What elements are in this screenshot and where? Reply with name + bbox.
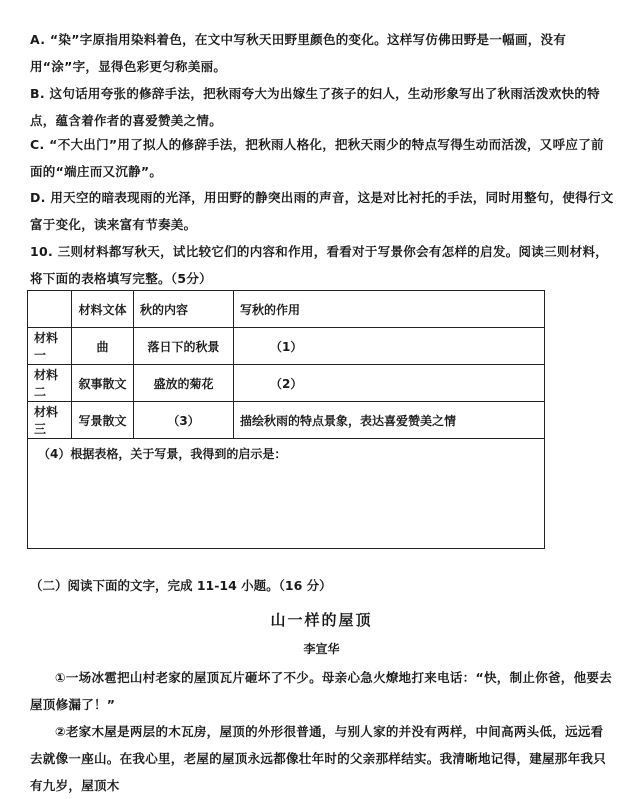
hint-label: （4）根据表格，关于写景，我得到的启示是： bbox=[38, 447, 287, 461]
article-paragraph-1: ①一场冰雹把山村老家的屋顶瓦片砸坏了不少。母亲心急火燎地打来电话：“快，制止你爸，他要去屋顶修漏了！” bbox=[30, 670, 613, 712]
material-comparison-table bbox=[27, 290, 545, 439]
table-cell: 盛放的菊花 bbox=[134, 365, 234, 402]
article-author: 李宣华 bbox=[303, 642, 340, 656]
table-cell: 曲 bbox=[72, 328, 134, 365]
option-b: B. 这句话用夸张的修辞手法，把秋雨夸大为出嫁生了孩子的妇人，生动形象写出了秋雨活泼欢快的特点，蕴含着作者的喜爱赞美之情。 bbox=[30, 86, 600, 128]
table-header-cell: 写秋的作用 bbox=[234, 291, 545, 328]
answer-blank-2[interactable]: （2） bbox=[234, 365, 545, 402]
option-d: D. 用天空的暗表现雨的光泽，用田野的静突出雨的声音，这是对比衬托的手法，同时用整句，使得行文富于变化，读来富有节奏美。 bbox=[30, 190, 614, 232]
table-cell: 描绘秋雨的特点景象，表达喜爱赞美之情 bbox=[234, 402, 545, 439]
table-cell: 材料三 bbox=[28, 402, 72, 439]
answer-blank-3[interactable]: （3） bbox=[134, 402, 234, 439]
answer-blank-1[interactable]: （1） bbox=[234, 328, 545, 365]
section-heading: （二）阅读下面的文字，完成 11-14 小题。（16 分） bbox=[30, 578, 332, 593]
option-c: C. “不大出门”用了拟人的修辞手法，把秋雨人格化，把秋天雨少的特点写得生动而活泼，又呼应了前面的“端庄而又沉静”。 bbox=[30, 137, 604, 179]
table-header-cell: 秋的内容 bbox=[134, 291, 234, 328]
table-cell: 材料二 bbox=[28, 365, 72, 402]
table-row bbox=[28, 402, 545, 439]
table-row bbox=[28, 328, 545, 365]
question-10-prompt: 10. 三则材料都写秋天，试比较它们的内容和作用，看看对于写景你会有怎样的启发。阅读三则材料，将下面的表格填写完整。（5分） bbox=[30, 244, 609, 286]
table-cell: 材料一 bbox=[28, 328, 72, 365]
table-cell: 写景散文 bbox=[72, 402, 134, 439]
table-header-row bbox=[28, 291, 545, 328]
table-row bbox=[28, 365, 545, 402]
option-a: A. “染”字原指用染料着色，在文中写秋天田野里颜色的变化。这样写仿佛田野是一幅画，没有用“涂”字，显得色彩更匀称美丽。 bbox=[30, 32, 567, 74]
table-cell: 叙事散文 bbox=[72, 365, 134, 402]
article-paragraph-2: ②老家木屋是两层的木瓦房，屋顶的外形很普通，与别人家的并没有两样，中间高两头低，远远看去就像一座山。在我心里，老屋的屋顶永远都像壮年时的父亲那样结实。我清晰地记得，建屋那年我只有九岁，屋顶木 bbox=[30, 724, 607, 793]
article-title: 山一样的屋顶 bbox=[270, 611, 373, 629]
table-header-cell: 材料文体 bbox=[72, 291, 134, 328]
table-cell: 落日下的秋景 bbox=[134, 328, 234, 365]
answer-box-4[interactable] bbox=[27, 435, 545, 549]
table-header-cell bbox=[28, 291, 72, 328]
